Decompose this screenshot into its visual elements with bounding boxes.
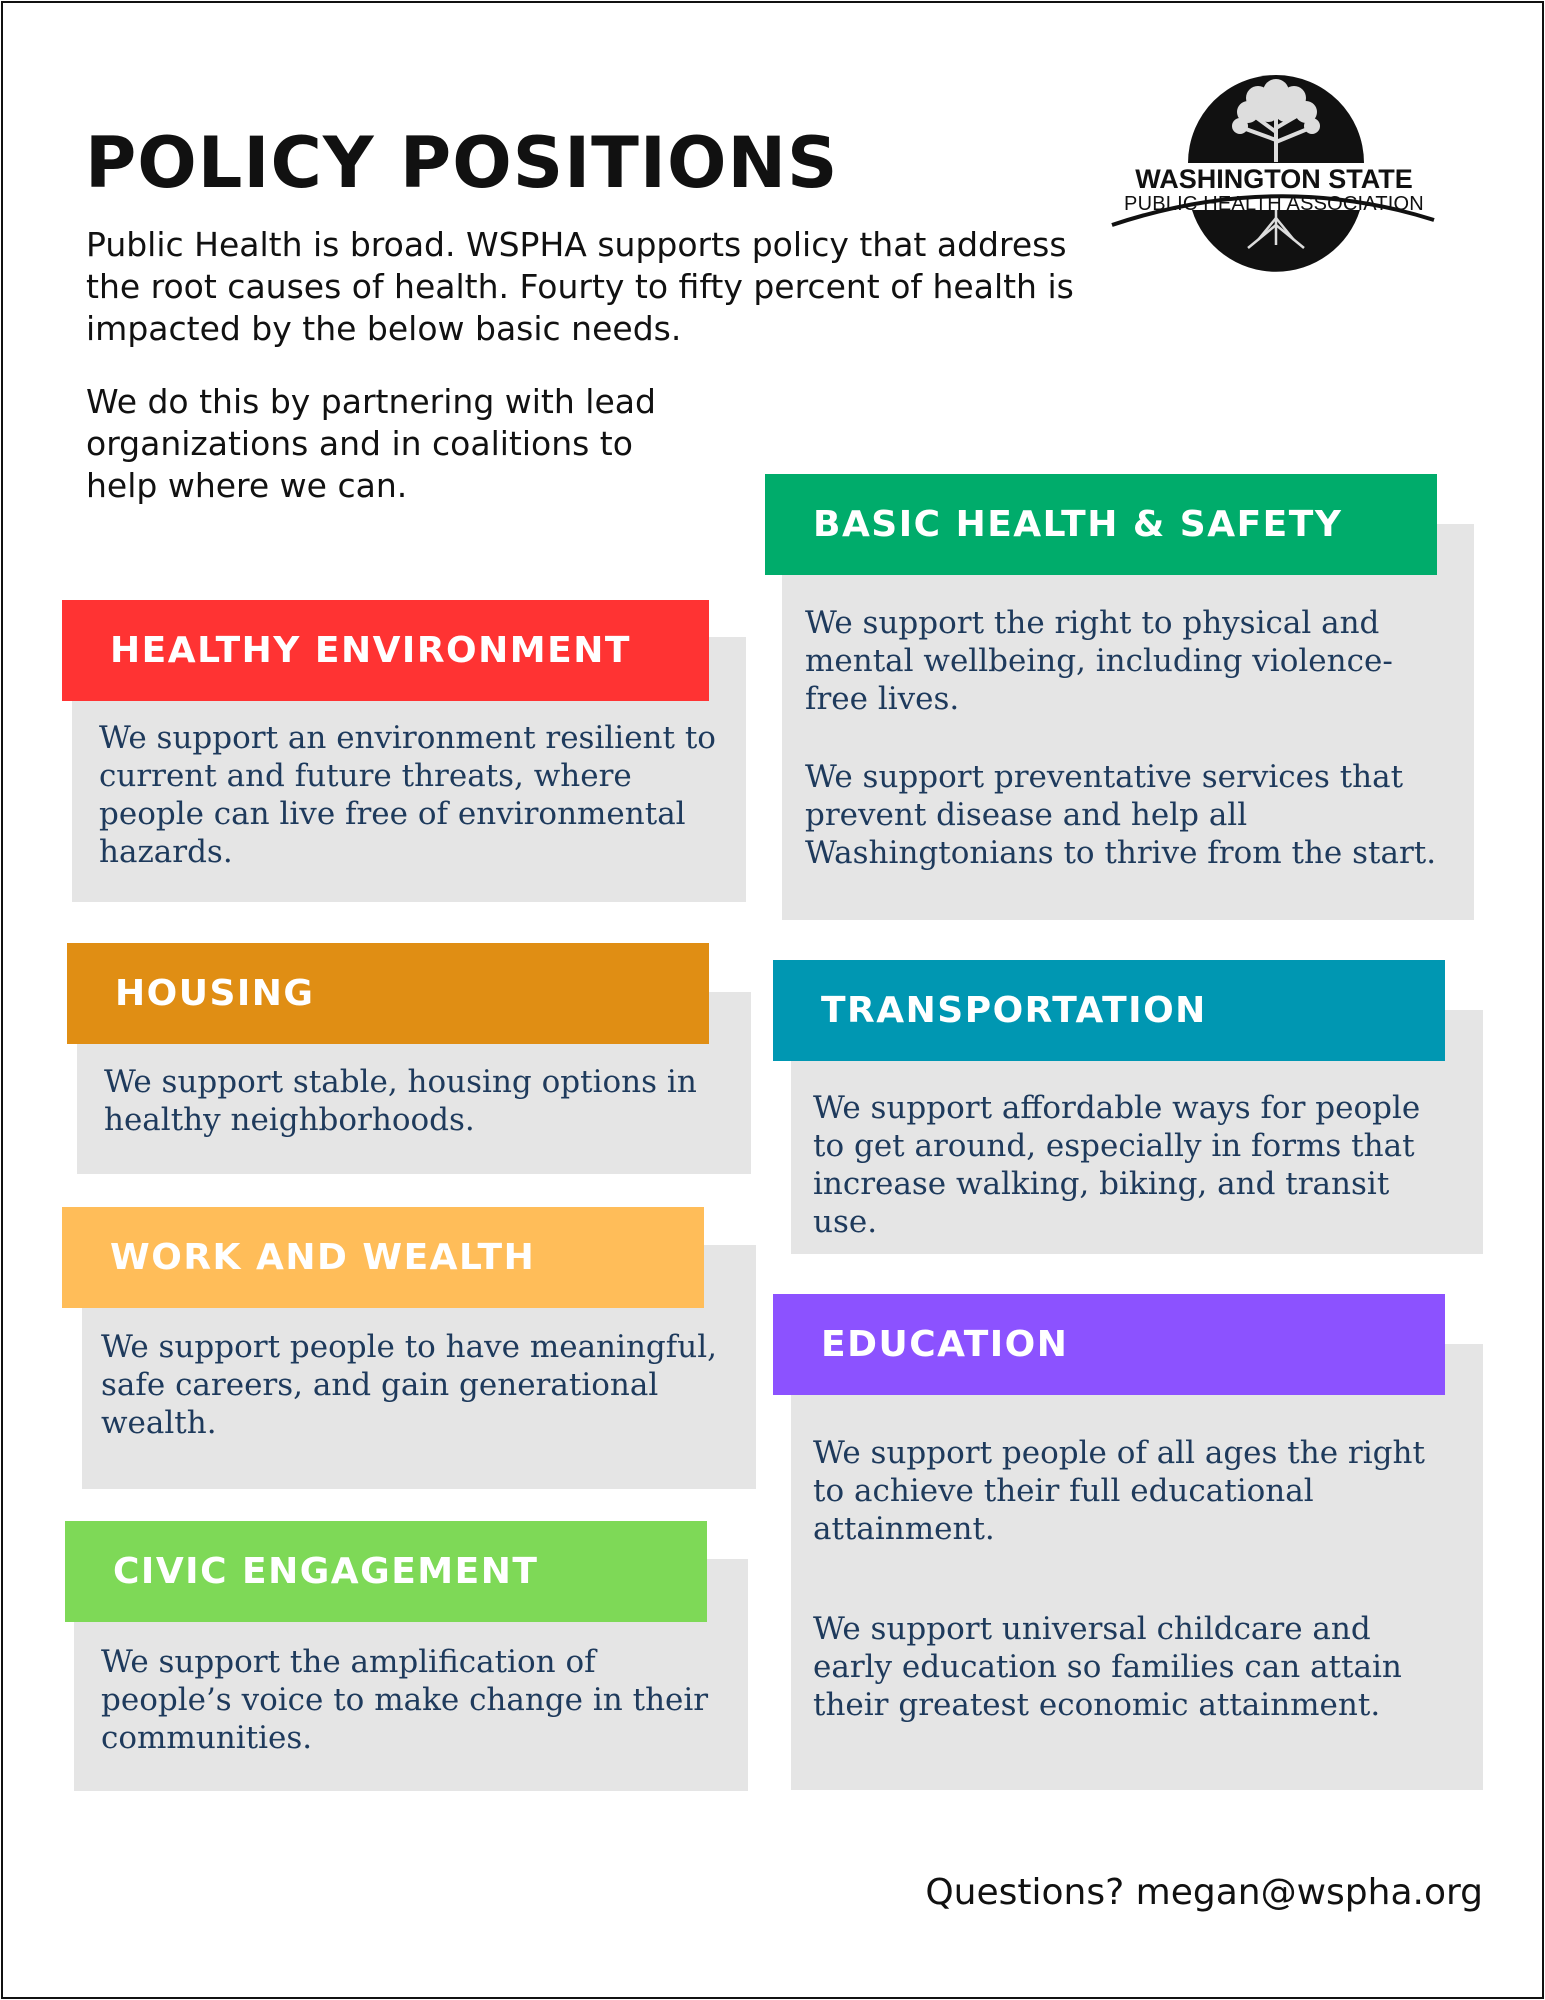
card-text: We support people to have meaningful, safe careers, and gain generational wealth.	[101, 1329, 717, 1441]
card-text: We support universal childcare and early education so families can attain their greatest economic attainment.	[813, 1611, 1402, 1723]
intro-paragraph-2: We do this by partnering with lead organizations and in coalitions to help where we can.	[86, 382, 656, 505]
card-body	[104, 1063, 724, 1139]
card-body	[813, 1089, 1453, 1241]
card-text: We support preventative services that prevent disease and help all Washingtonians to thrive from the start.	[805, 759, 1437, 871]
card-text: We support affordable ways for people to get around, especially in forms that increase walking, biking, and transit use.	[813, 1090, 1421, 1240]
logo-subtitle: PUBLIC HEALTH ASSOCIATION	[1124, 193, 1424, 215]
card-title: WORK AND WEALTH	[110, 1236, 536, 1278]
card-text: We support the right to physical and mental wellbeing, including violence-free lives.	[805, 605, 1393, 717]
card-header	[62, 600, 709, 701]
card-header	[67, 943, 709, 1044]
card-title: EDUCATION	[821, 1323, 1069, 1365]
card-title: HEALTHY ENVIRONMENT	[110, 629, 631, 671]
card-body	[813, 1434, 1453, 1724]
card-text: We support people of all ages the right to achieve their full educational attainment.	[813, 1435, 1425, 1547]
card-header	[773, 960, 1445, 1061]
card-header	[773, 1294, 1445, 1395]
logo-wordmark: WASHINGTON STATE	[1135, 164, 1413, 194]
card-text: We support the amplification of people’s voice to make change in their communities.	[101, 1644, 709, 1756]
card-body	[101, 1328, 741, 1442]
card-body	[99, 719, 719, 871]
card-title: BASIC HEALTH & SAFETY	[813, 503, 1343, 545]
card-title: CIVIC ENGAGEMENT	[113, 1550, 539, 1592]
card-text: We support stable, housing options in healthy neighborhoods.	[104, 1064, 697, 1138]
intro-paragraph: Public Health is broad. WSPHA supports policy that address the root causes of health. Fourty to fifty percent of health is impacted by the below basic needs.	[86, 225, 1074, 348]
card-title: TRANSPORTATION	[821, 989, 1207, 1031]
card-header	[765, 474, 1437, 575]
page-title: POLICY POSITIONS	[85, 122, 839, 204]
card-text: We support an environment resilient to current and future threats, where people can live free of environmental hazards.	[99, 720, 716, 870]
card-title: HOUSING	[115, 972, 315, 1014]
contact-link[interactable]: Questions? megan@wspha.org	[925, 1872, 1483, 1913]
card-body	[805, 604, 1445, 872]
card-header	[62, 1207, 704, 1308]
card-header	[65, 1521, 707, 1622]
card-body	[101, 1643, 731, 1757]
